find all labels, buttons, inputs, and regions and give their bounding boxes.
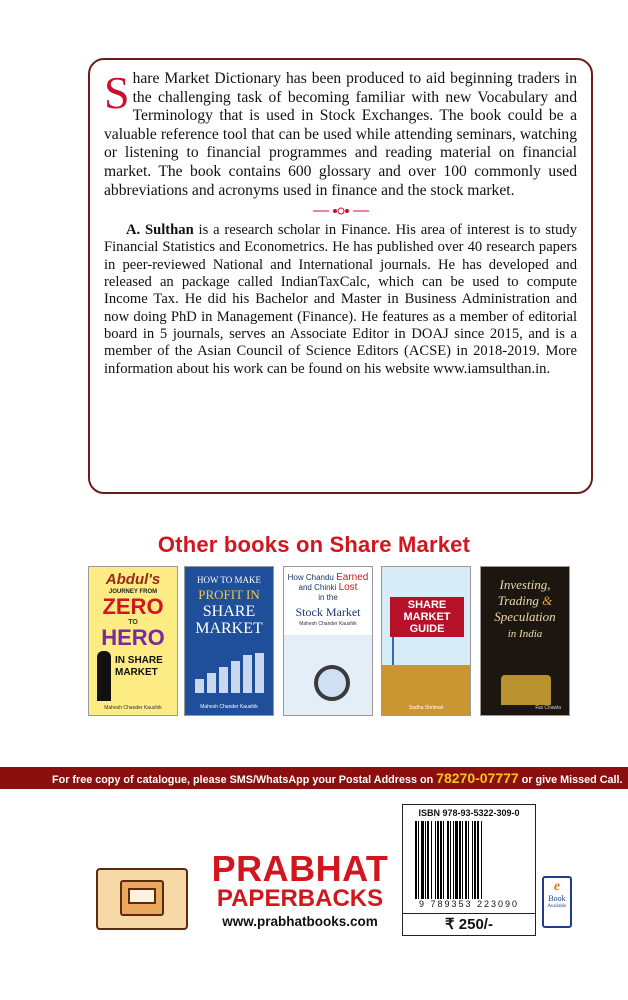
book-description bbox=[104, 67, 577, 200]
book-cover-share-market-guide bbox=[381, 566, 471, 716]
book-author: Mahesh Chander Kaushik bbox=[299, 621, 357, 627]
book-title-part: Investing, bbox=[499, 577, 551, 592]
book-title-part: How Chandu bbox=[287, 573, 334, 582]
author-bio-text: is a research scholar in Finance. His area of interest is to study Financial Statistics and Econometrics. He has published over 40 research papers in peer-reviewed National and International journals. He has developed and released an package called IndianTaxCalc, which can be used to compute Income Tax. He did his Bachelor and Master in Business Administration and now doing PhD in Management (Finance). He features as a member of editorial board in 5 journals, serves an Associate Editor in DOAJ since 2015, and is a member of the Asian Council of Science Editors (ACSE) in 2018-2019. More information about his work can be found on his website www.iamsulthan.in. bbox=[104, 222, 577, 377]
book-cover-chandu-chinki bbox=[283, 566, 373, 716]
coin-stack-art bbox=[501, 675, 551, 705]
businessman-figure-icon bbox=[97, 651, 111, 701]
book-title-part: Lost bbox=[338, 582, 358, 593]
publisher-name-line1: PRABHAT bbox=[211, 848, 389, 889]
ebook-letter: e bbox=[553, 879, 561, 894]
catalogue-phone: 78270-07777 bbox=[436, 770, 519, 786]
book-title-part: IN SHARE MARKET bbox=[115, 655, 163, 678]
book-author: Mahesh Chander Kaushik bbox=[200, 704, 258, 710]
book-title-part: SHARE MARKET GUIDE bbox=[390, 597, 464, 637]
magnifier-icon bbox=[314, 665, 350, 701]
catalogue-text-end: or give Missed Call. bbox=[518, 774, 623, 786]
book-title-part: in India bbox=[507, 628, 543, 640]
book-title-part: and Chinki bbox=[298, 583, 337, 592]
description-box bbox=[88, 58, 593, 494]
book-title-part: JOURNEY FROM bbox=[108, 589, 158, 595]
ornament-icon bbox=[311, 206, 371, 216]
book-title-part: in the bbox=[318, 593, 338, 602]
book-title-block bbox=[481, 577, 569, 642]
isbn-label: ISBN 978-93-5322-309-0 bbox=[418, 808, 520, 818]
book-author: Mahesh Chander Kaushik bbox=[104, 705, 162, 711]
book-title-part: TO bbox=[128, 619, 138, 626]
book-cover-zero-to-hero bbox=[88, 566, 178, 716]
ebook-word: Book bbox=[548, 894, 566, 903]
book-author: Rai Chawla bbox=[535, 705, 561, 711]
other-books-row bbox=[84, 566, 566, 718]
publisher-name-line2: PAPERBACKS bbox=[216, 885, 384, 912]
ebook-available: Available bbox=[547, 904, 567, 909]
book-title-part: HOW TO MAKE bbox=[196, 575, 261, 585]
book-title-part: Stock Market bbox=[295, 605, 361, 619]
barcode-box bbox=[402, 804, 536, 936]
book-title-part: Trading bbox=[497, 593, 539, 608]
publisher-website: www.prabhatbooks.com bbox=[222, 914, 378, 929]
barcode-digits: 9 789353 223090 bbox=[403, 899, 535, 909]
publisher-name bbox=[205, 848, 395, 912]
book-author: Sudha Shrimali bbox=[409, 705, 443, 711]
book-title-part: SHARE MARKET bbox=[195, 603, 263, 637]
catalogue-banner bbox=[0, 767, 628, 789]
book-title-part: Speculation bbox=[494, 609, 556, 624]
author-name: A. Sulthan bbox=[126, 222, 194, 239]
book-title-part: ZERO bbox=[102, 594, 164, 619]
book-title-part: Earned bbox=[336, 572, 369, 583]
bar-chart-icon bbox=[195, 653, 265, 693]
drop-cap: S bbox=[104, 67, 130, 118]
book-title-part: Abdul's bbox=[105, 571, 161, 588]
book-title-block bbox=[284, 573, 372, 603]
book-cover-how-to-make-profit bbox=[184, 566, 274, 716]
price-label: ₹ 250/- bbox=[403, 913, 535, 935]
catalogue-text: For free copy of catalogue, please SMS/WhatsApp your Postal Address on bbox=[52, 774, 437, 786]
book-title-part: HERO bbox=[101, 625, 165, 650]
publisher-logo-icon bbox=[96, 868, 188, 930]
description-text: hare Market Dictionary has been produced to aid beginning traders in the challenging task of becoming familiar with new Vocabulary and Terminology that is used in Stock Exchanges. The book could be a valuable reference tool that can be used while attending seminars, watching or listening to financial programmes and reading material on financial market. The book contains 600 glossary and over 100 commonly used abbreviations and acronyms used in finance and the stock market. bbox=[104, 70, 577, 199]
ebook-available-badge bbox=[542, 876, 572, 928]
author-bio bbox=[104, 222, 577, 378]
book-title-part: PROFIT IN bbox=[198, 587, 260, 602]
ornament-divider bbox=[104, 206, 577, 218]
graph-icon bbox=[392, 637, 462, 667]
barcode-icon bbox=[415, 821, 527, 909]
book-title-part: & bbox=[542, 593, 553, 608]
book-cover-investing-trading bbox=[480, 566, 570, 716]
other-books-heading: Other books on Share Market bbox=[157, 532, 471, 557]
